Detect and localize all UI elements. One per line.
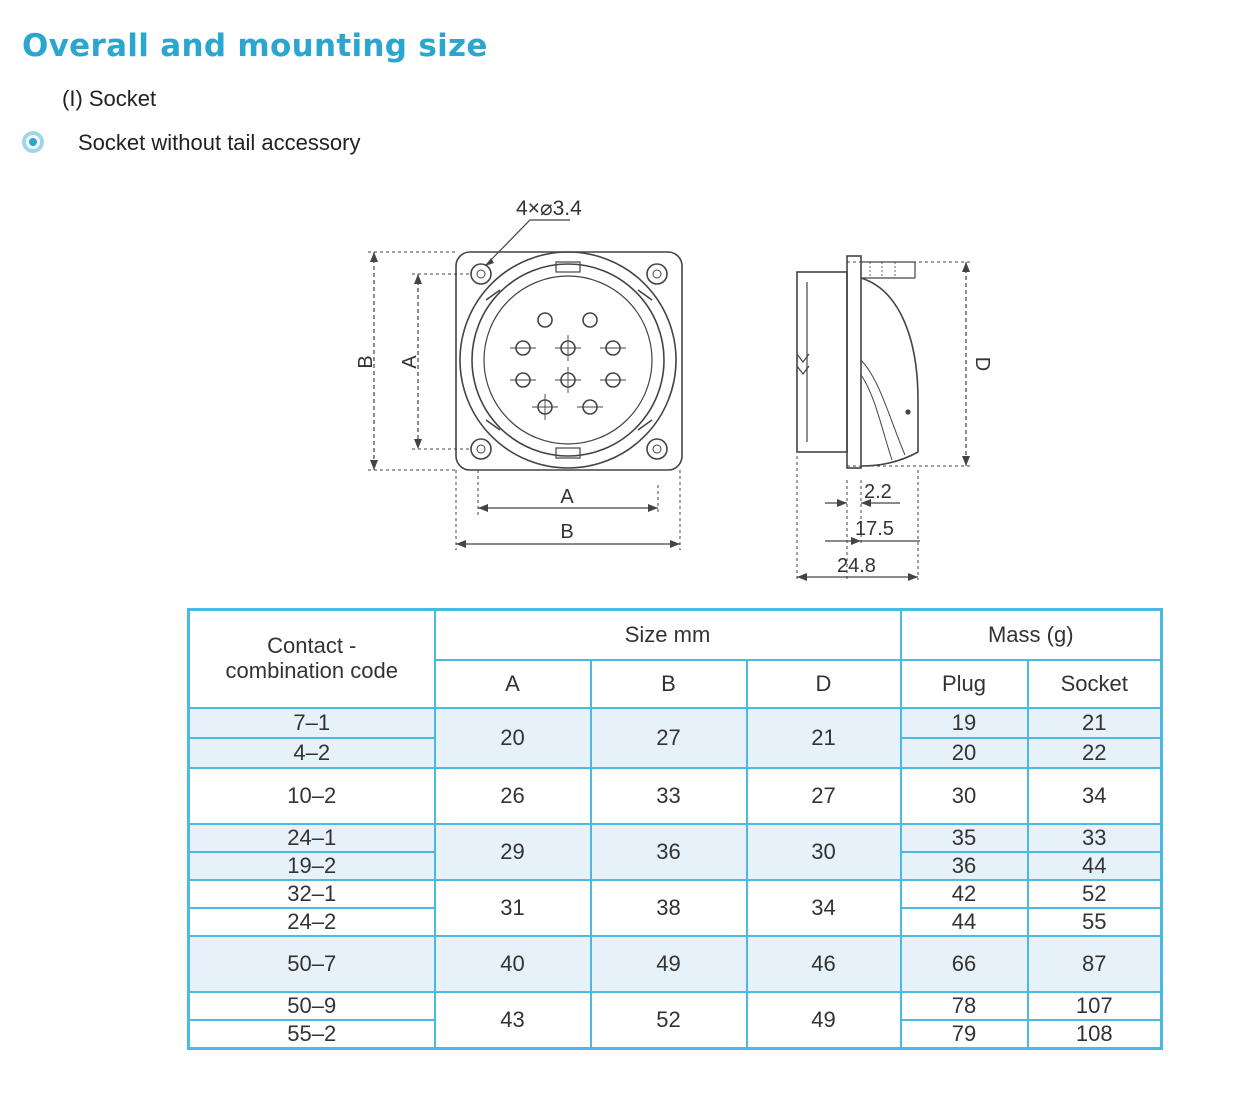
d-cell: 46 xyxy=(747,936,901,992)
header-mass: Mass (g) xyxy=(901,610,1162,660)
plug-cell: 35 xyxy=(951,824,977,850)
code-cell: 50–9 xyxy=(287,992,337,1018)
header-b: B xyxy=(591,660,747,708)
d-cell: 21 xyxy=(747,708,901,768)
a-cell: 43 xyxy=(435,992,591,1049)
dim-label-b-horizontal: B xyxy=(560,521,574,543)
a-cell: 40 xyxy=(435,936,591,992)
header-plug: Plug xyxy=(901,660,1028,708)
table-row xyxy=(189,708,1162,768)
a-cell: 20 xyxy=(435,708,591,768)
code-cell: 19–2 xyxy=(190,851,434,879)
dim-17-5: 17.5 xyxy=(855,518,894,540)
plug-cell: 79 xyxy=(902,1019,1027,1047)
code-cell: 32–1 xyxy=(287,880,337,906)
code-cell: 4–2 xyxy=(190,737,434,767)
plug-cell: 36 xyxy=(902,851,1027,879)
dim-label-a-horizontal: A xyxy=(560,486,574,508)
socket-cell: 34 xyxy=(1028,768,1162,824)
socket-cell: 21 xyxy=(1082,709,1107,735)
socket-cell: 52 xyxy=(1082,880,1107,906)
size-table xyxy=(187,608,1163,1050)
code-cell: 7–1 xyxy=(293,709,331,735)
plug-cell: 20 xyxy=(902,737,1027,767)
plug-cell: 30 xyxy=(901,768,1028,824)
dim-24-8: 24.8 xyxy=(837,555,876,577)
b-cell: 33 xyxy=(591,768,747,824)
plug-cell: 44 xyxy=(902,907,1027,935)
plug-cell: 78 xyxy=(951,992,977,1018)
dim-label-a-vertical: A xyxy=(399,355,421,369)
code-cell: 50–7 xyxy=(189,936,435,992)
b-cell: 36 xyxy=(591,824,747,880)
header-size: Size mm xyxy=(435,610,901,660)
header-d: D xyxy=(747,660,901,708)
socket-cell: 108 xyxy=(1029,1019,1161,1047)
mounting-hole xyxy=(647,264,667,284)
plug-cell: 66 xyxy=(901,936,1028,992)
table-row xyxy=(189,936,1162,992)
header-code: Contact - combination code xyxy=(189,610,435,708)
socket-cell: 87 xyxy=(1028,936,1162,992)
b-cell: 38 xyxy=(591,880,747,936)
dim-label-b-vertical: B xyxy=(355,355,377,369)
b-cell: 52 xyxy=(591,992,747,1049)
d-cell: 34 xyxy=(747,880,901,936)
table-row xyxy=(189,880,1162,936)
socket-cell: 22 xyxy=(1029,737,1161,767)
side-body xyxy=(797,272,847,452)
dim-label-d: D xyxy=(971,356,993,372)
socket-cell: 33 xyxy=(1082,824,1107,850)
side-flange xyxy=(847,256,861,468)
section-subtitle: (I) Socket xyxy=(62,86,157,111)
d-cell: 27 xyxy=(747,768,901,824)
mounting-hole xyxy=(647,439,667,459)
socket-cell: 44 xyxy=(1029,851,1161,879)
page-title: Overall and mounting size xyxy=(22,28,488,64)
d-cell: 30 xyxy=(747,824,901,880)
contact xyxy=(538,313,552,327)
bullet-text: Socket without tail accessory xyxy=(78,130,361,155)
header-socket: Socket xyxy=(1028,660,1162,708)
hole-label: 4×⌀3.4 xyxy=(516,197,582,220)
a-cell: 26 xyxy=(435,768,591,824)
b-cell: 27 xyxy=(591,708,747,768)
dim-2-2: 2.2 xyxy=(864,481,892,503)
code-cell: 10–2 xyxy=(189,768,435,824)
a-cell: 29 xyxy=(435,824,591,880)
b-cell: 49 xyxy=(591,936,747,992)
a-cell: 31 xyxy=(435,880,591,936)
table-row xyxy=(189,992,1162,1049)
socket-cell: 107 xyxy=(1075,992,1113,1018)
contact xyxy=(583,313,597,327)
table-row xyxy=(189,768,1162,824)
code-cell: 55–2 xyxy=(190,1019,434,1047)
code-cell: 24–1 xyxy=(287,824,337,850)
mounting-hole xyxy=(471,264,491,284)
socket-cell: 55 xyxy=(1029,907,1161,935)
plug-cell: 19 xyxy=(951,709,977,735)
code-cell: 24–2 xyxy=(190,907,434,935)
table-row xyxy=(189,824,1162,880)
d-cell: 49 xyxy=(747,992,901,1049)
plug-cell: 42 xyxy=(951,880,977,906)
mounting-hole xyxy=(471,439,491,459)
header-a: A xyxy=(435,660,591,708)
